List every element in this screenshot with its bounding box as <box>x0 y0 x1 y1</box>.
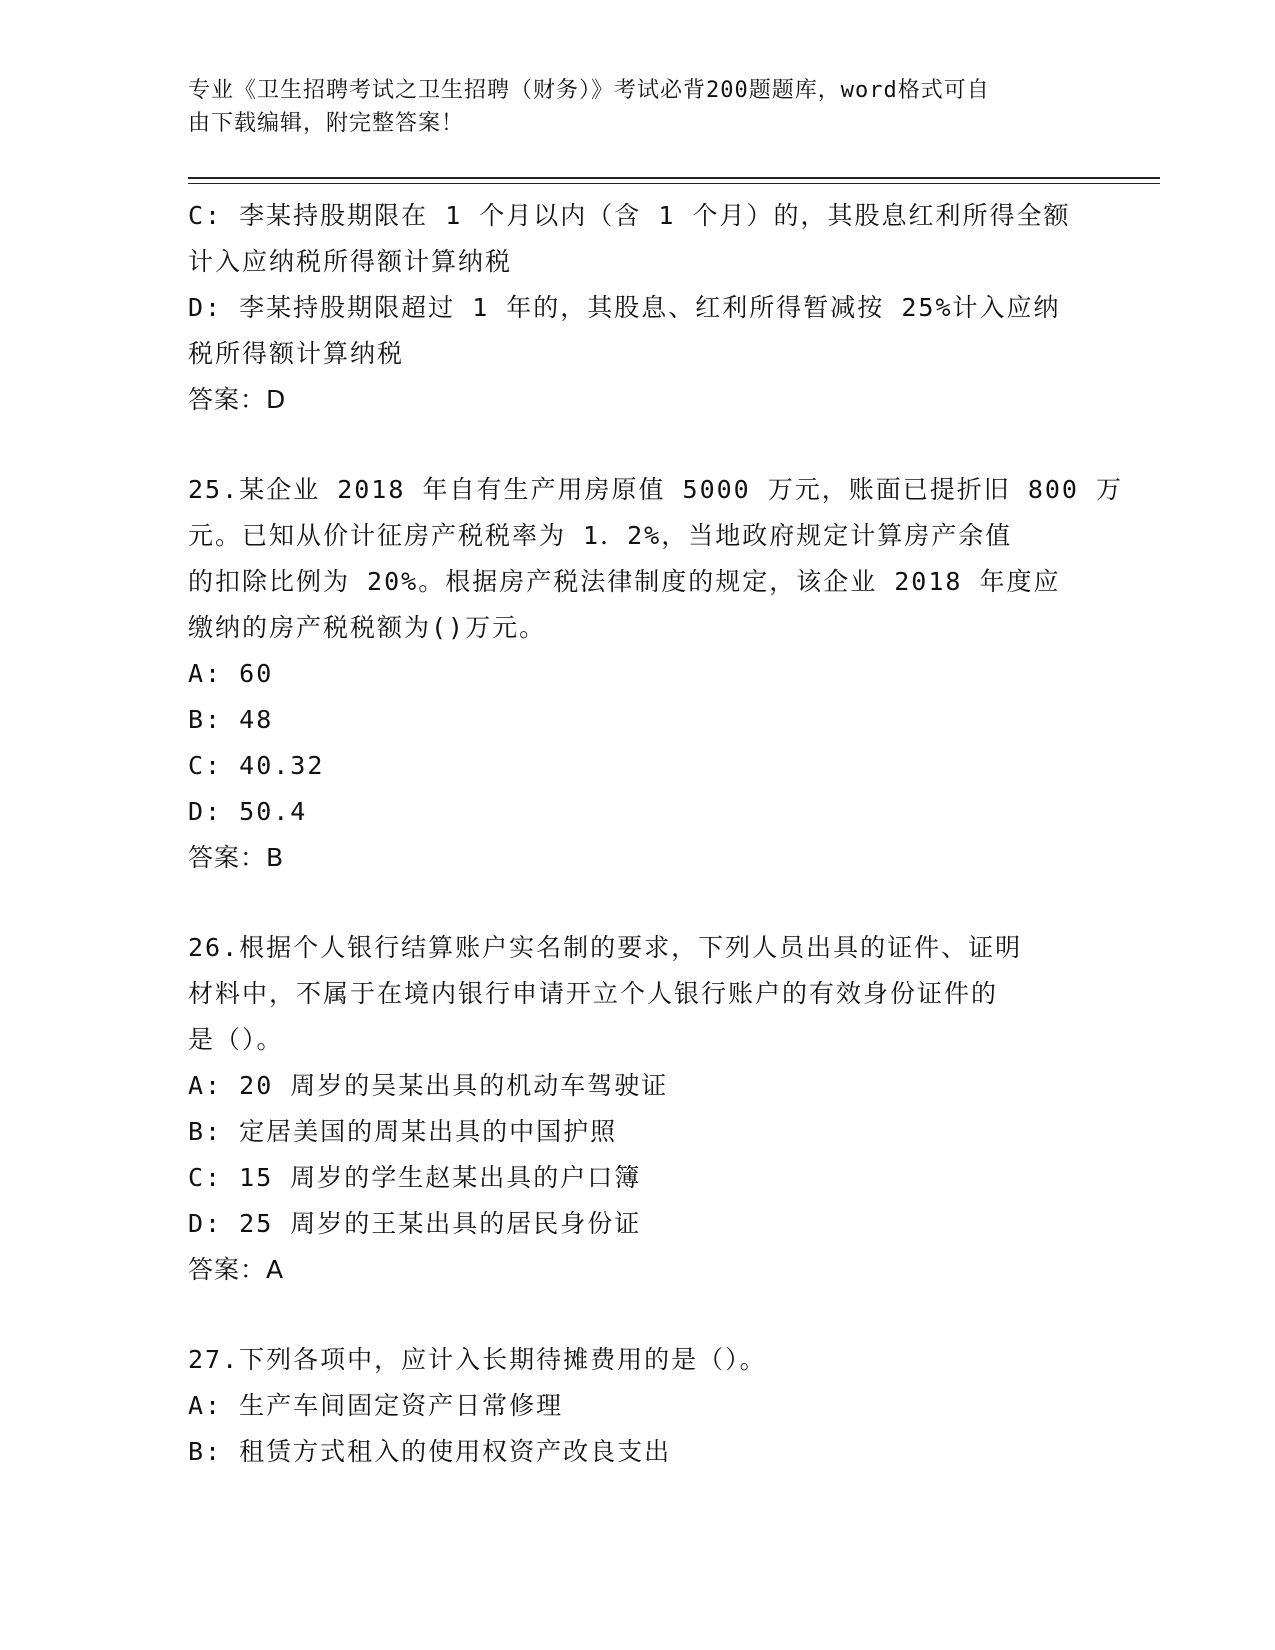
question-stem-line: 的扣除比例为 20%。根据房产税法律制度的规定，该企业 2018 年度应 <box>188 567 1061 596</box>
answer: 答案：B <box>188 843 285 872</box>
question-stem-line: 26.根据个人银行结算账户实名制的要求，下列人员出具的证件、证明 <box>188 933 1023 962</box>
option-d: D: 25 周岁的王某出具的居民身份证 <box>188 1209 642 1238</box>
question-24-tail <box>188 193 1088 423</box>
option-c-line-1: C: 李某持股期限在 1 个月以内（含 1 个月）的，其股息红利所得全额 <box>188 201 1071 230</box>
header-line-2: 由下载编辑，附完整答案！ <box>188 111 465 136</box>
spacer <box>188 881 1088 925</box>
header-line-1: 专业《卫生招聘考试之卫生招聘（财务）》考试必背200题题库，word格式可自 <box>188 78 990 103</box>
spacer <box>188 423 1088 467</box>
question-stem-line: 25.某企业 2018 年自有生产用房原值 5000 万元，账面已提折旧 800 万 <box>188 475 1124 504</box>
spacer <box>188 1293 1088 1337</box>
question-stem-line: 是（）。 <box>188 1025 284 1054</box>
option-d: D: 50.4 <box>188 797 308 826</box>
option-c: C: 15 周岁的学生赵某出具的户口簿 <box>188 1163 642 1192</box>
option-b: B: 租赁方式租入的使用权资产改良支出 <box>188 1437 672 1466</box>
option-d-line-2: 税所得额计算纳税 <box>188 339 405 368</box>
question-stem-line: 材料中，不属于在境内银行申请开立个人银行账户的有效身份证件的 <box>188 979 999 1008</box>
question-26 <box>188 925 1088 1293</box>
option-c-line-2: 计入应纳税所得额计算纳税 <box>188 247 513 276</box>
option-b: B: 定居美国的周某出具的中国护照 <box>188 1117 618 1146</box>
option-a: A: 60 <box>188 659 274 688</box>
header-divider-thick <box>188 177 1160 179</box>
option-d-line-1: D: 李某持股期限超过 1 年的，其股息、红利所得暂减按 25%计入应纳 <box>188 293 1061 322</box>
question-25 <box>188 467 1124 881</box>
question-27 <box>188 1337 1088 1475</box>
option-c: C: 40.32 <box>188 751 325 780</box>
option-a: A: 生产车间固定资产日常修理 <box>188 1391 564 1420</box>
question-stem-line: 缴纳的房产税税额为()万元。 <box>188 613 547 642</box>
question-stem-line: 27.下列各项中，应计入长期待摊费用的是（）。 <box>188 1345 767 1374</box>
option-a: A: 20 周岁的吴某出具的机动车驾驶证 <box>188 1071 669 1100</box>
header-divider-thin <box>188 183 1160 184</box>
question-stem-line: 元。已知从价计征房产税税率为 1．2%，当地政府规定计算房产余值 <box>188 521 1013 550</box>
answer: 答案：D <box>188 385 287 414</box>
answer: 答案：A <box>188 1255 285 1284</box>
question-content <box>188 193 1124 1475</box>
document-header <box>188 74 1068 140</box>
option-b: B: 48 <box>188 705 274 734</box>
